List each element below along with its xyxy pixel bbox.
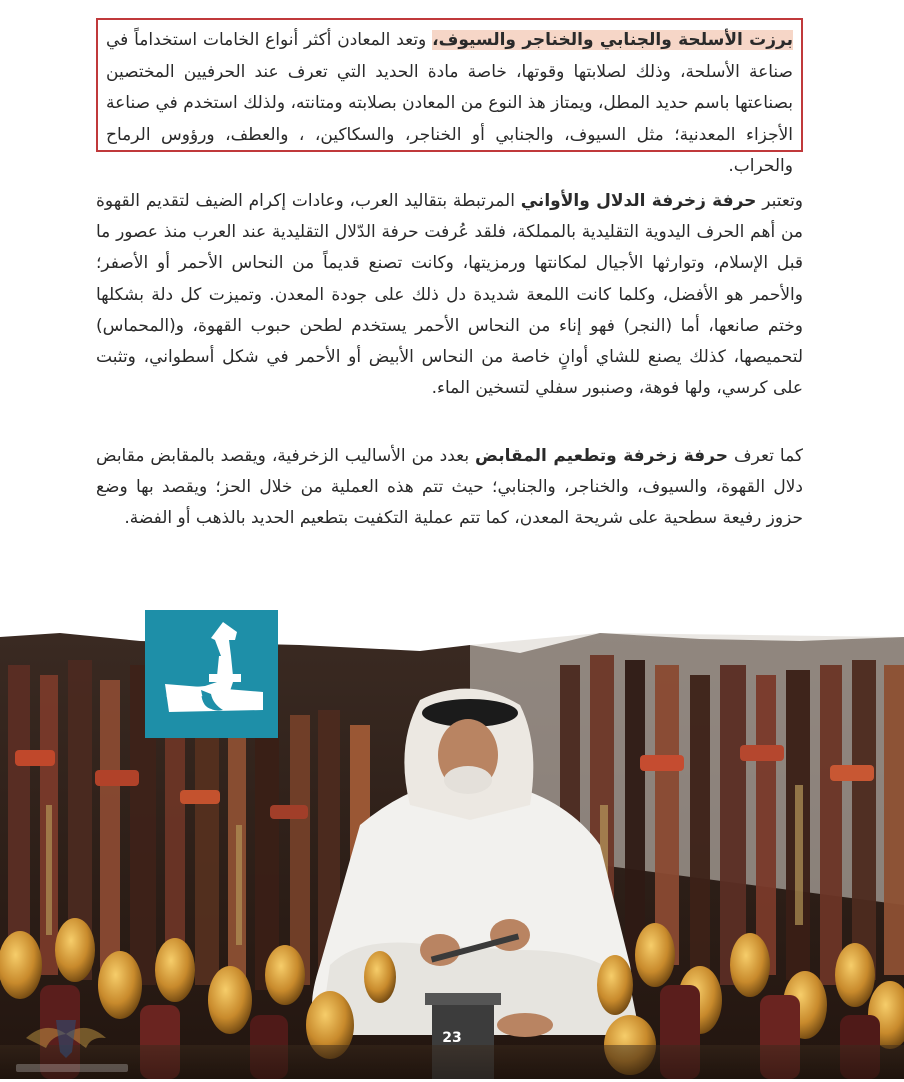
page-number: 23 [442,1030,462,1046]
para1-bold: حرفة زخرفة الدلال والأواني [520,191,757,211]
paragraph-handles [96,441,803,535]
para2-text: بعدد من الأساليب الزخرفية، ويقصد بالمقابض مقابض دلال القهوة، والسيوف، والخناجر، والجنابي؛ حيث تتم هذه العملية من خلال الحز؛ ويقصد بها وضع حزوز رفيعة سطحية على شريحة المعدن، كما تتم عملية التكفيت بتطعيم الحديد بالذهب أو الفضة. [96,446,803,529]
highlighted-phrase: برزت الأسلحة والجنابي والخناجر والسيوف، [432,30,794,50]
highlight-box [96,18,803,176]
jambiya-dagger-icon [145,610,278,738]
para1-intro: وتعتبر [756,191,804,211]
para2-intro: كما تعرف [728,446,803,466]
paragraph-coffee-pots [96,186,803,404]
para1-text: المرتبطة بتقاليد العرب، وعادات إكرام الضيف لتقديم القهوة من أهم الحرف اليدوية التقليدية بالمملكة، فلقد عُرفت حرفة الدّلال التقليدية عند العرب منذ عصور ما قبل الإسلام، وتوارثها الأجيال لمكانتها ورمزيتها، وكانت تصنع قديماً من النحاس الأحمر أو الأصفر؛ والأحمر هو الأفضل، وكلما كانت اللمعة شديدة دل ذلك على جودة المعدن. وتميزت كل دلة بشكلها وختم صانعها، أما (النجر) فهو إناء من النحاس الأحمر يستخدم لطحن حبوب القهوة، و(المحماس) لتحميصها، كذلك يصنع للشاي أوانٍ خاصة من النحاس الأبيض أو الأحمر في شكل أسطواني، وتثبت على كرسي، ولها فوهة، وصنبور سفلي لتسخين الماء. [96,191,803,399]
para2-bold: حرفة زخرفة وتطعيم المقابض [475,446,729,466]
box-text: وتعد المعادن أكثر أنواع الخامات استخداماً في صناعة الأسلحة، وذلك لصلابتها وقوتها، خاصة مادة الحديد التي تعرف عند الحرفيين المختصين بصناعتها باسم حديد المطل، ويمتاز هذ النوع من المعادن بصلابته ومتانته، ولذلك استخدم في صناعة الأجزاء المعدنية؛ مثل السيوف، والجنابي أو الخناجر، والسكاكين، ، والعطف، ورؤوس الرماح والحراب. [106,30,793,176]
watermark-logo [6,1000,136,1078]
